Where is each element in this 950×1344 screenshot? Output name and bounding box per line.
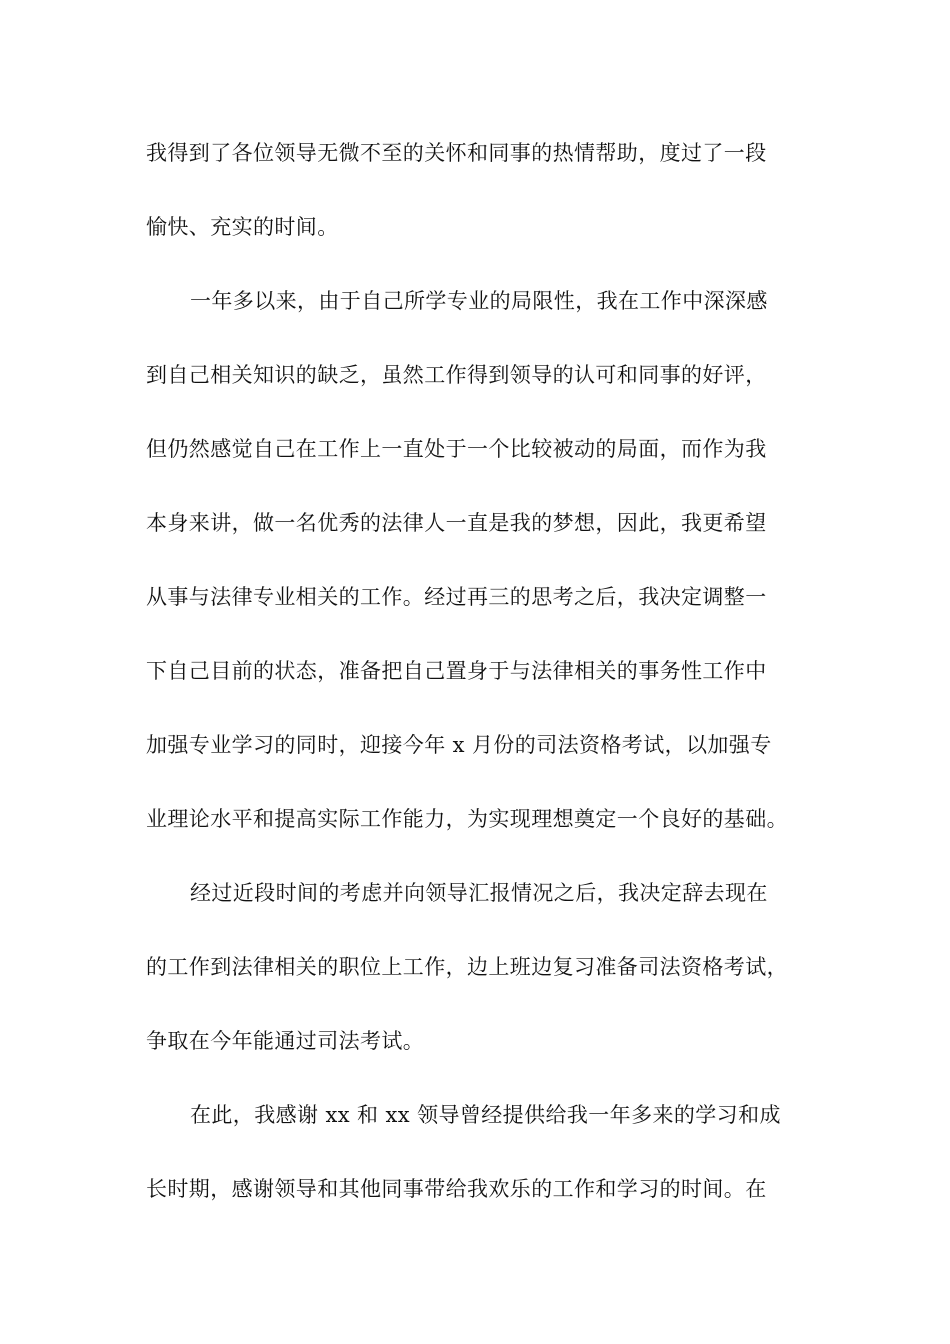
- text-line: 业理论水平和提高实际工作能力，为实现理想奠定一个良好的基础。: [146, 807, 788, 831]
- text-line: 但仍然感觉自己在工作上一直处于一个比较被动的局面，而作为我: [146, 437, 767, 461]
- text-line: 我得到了各位领导无微不至的关怀和同事的热情帮助，度过了一段: [146, 141, 767, 165]
- paragraph-start-line: 在此，我感谢 xx 和 xx 领导曾经提供给我一年多来的学习和成: [190, 1103, 781, 1127]
- text-line: 争取在今年能通过司法考试。: [146, 1029, 425, 1053]
- paragraph-start-line: 经过近段时间的考虑并向领导汇报情况之后，我决定辞去现在: [190, 881, 768, 905]
- text-line: 下自己目前的状态，准备把自己置身于与法律相关的事务性工作中: [146, 659, 767, 683]
- text-line: 本身来讲，做一名优秀的法律人一直是我的梦想，因此，我更希望: [146, 511, 767, 535]
- text-line: 从事与法律专业相关的工作。经过再三的思考之后，我决定调整一: [146, 585, 767, 609]
- text-line: 愉快、充实的时间。: [146, 215, 339, 239]
- body-text: [146, 131, 810, 1241]
- text-line: 到自己相关知识的缺乏，虽然工作得到领导的认可和同事的好评，: [146, 363, 767, 387]
- paragraph-start-line: 一年多以来，由于自己所学专业的局限性，我在工作中深深感: [190, 289, 768, 313]
- text-line: 长时期，感谢领导和其他同事带给我欢乐的工作和学习的时间。在: [146, 1177, 767, 1201]
- text-line: 的工作到法律相关的职位上工作，边上班边复习准备司法资格考试，: [146, 955, 788, 979]
- text-line: 加强专业学习的同时，迎接今年 x 月份的司法资格考试，以加强专: [146, 733, 772, 757]
